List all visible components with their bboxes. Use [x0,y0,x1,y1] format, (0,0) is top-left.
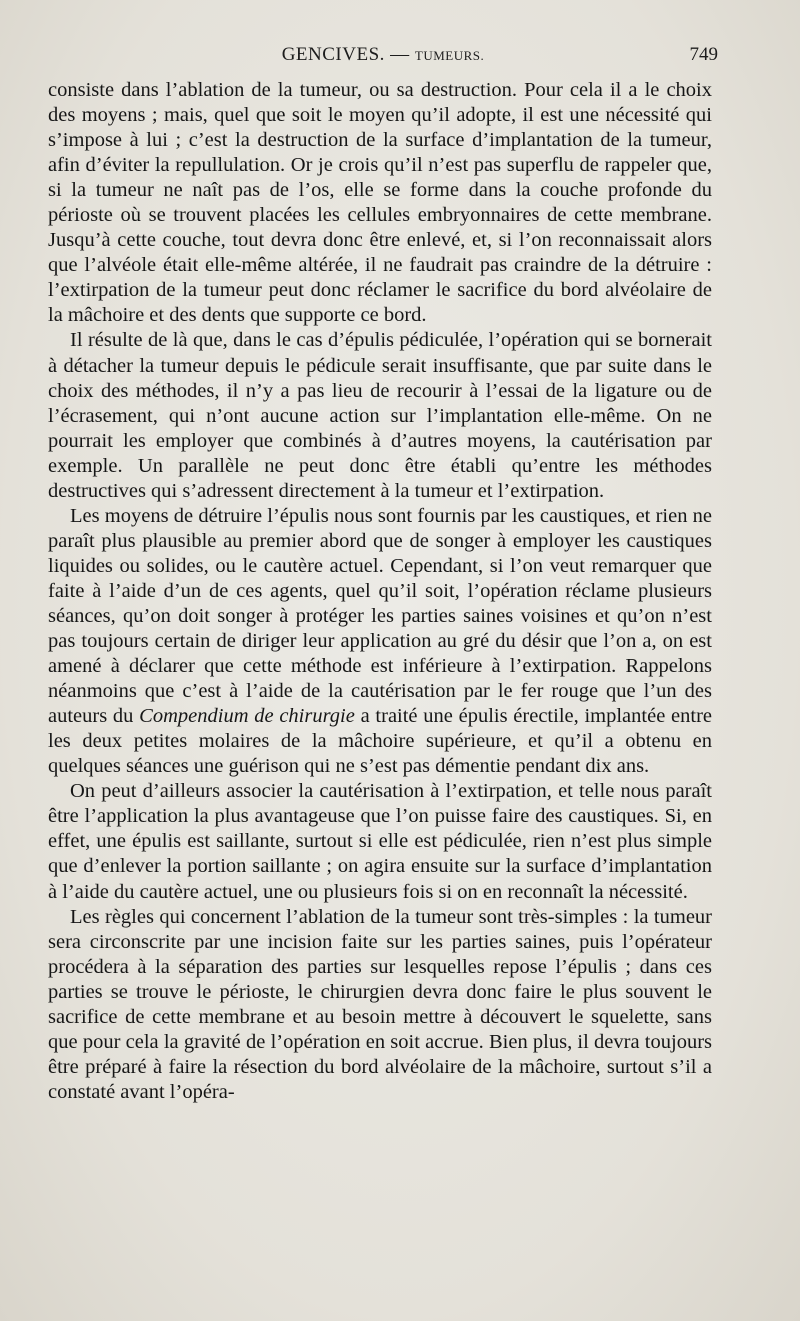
paragraph-3-text-before: Les moyens de détruire l’épulis nous sont fournis par les caustiques, et rien ne paraît plus plausible au premier abord que de songer à employer les caustiques liquides ou solides, ou le cautère actuel. Cependant, si l’on veut remarquer que faite à l’aide d’un de ces agents, quel qu’il soit, l’opération réclame plusieurs séances, qu’on doit songer à protéger les parties saines voisines et qu’on n’est pas toujours certain de diriger leur application au gré du désir que l’on a, on est amené à déclarer que cette méthode est inférieure à l’extirpation. Rappelons néanmoins que c’est à l’aide de la cautérisation par le fer rouge que l’un des auteurs du [48,504,712,728]
page-header [48,44,718,74]
body-text [48,78,712,1105]
running-head [48,44,718,66]
book-title-italic: Compendium de chirurgie [139,705,355,728]
page-number: 749 [689,44,718,65]
paragraph-3 [48,504,712,780]
paragraph-2: Il résulte de là que, dans le cas d’épulis pédiculée, l’opération qui se bornerait à détacher la tumeur depuis le pédicule serait insuffisante, que par suite dans le choix des méthodes, il n’y a pas lieu de recourir à l’essai de la ligature ou de l’écrasement, qui n’ont aucune action sur l’implantation elle-même. On ne pourrait les employer que combinés à d’autres moyens, la cautérisation par exemple. Un parallèle ne peut donc être établi qu’entre les méthodes destructives qui s’adressent directement à la tumeur et l’extirpation. [48,329,712,502]
paragraph-4: On peut d’ailleurs associer la cautérisation à l’extirpation, et telle nous paraît être l’application la plus avantageuse que l’on puisse faire des caustiques. Si, en effet, une épulis est saillante, surtout si elle est pédiculée, rien n’est plus simple que d’enlever la portion saillante ; on agira ensuite sur la surface d’implantation à l’aide du cautère actuel, une ou plusieurs fois si on en reconnaît la nécessité. [48,780,712,903]
paragraph-5: Les règles qui concernent l’ablation de la tumeur sont très-simples : la tumeur sera circonscrite par une incision faite sur les parties saines, puis l’opérateur procédera à la séparation des parties sur lesquelles repose l’épulis ; dans ces parties se trouve le périoste, le chirurgien devra donc faire le plus souvent le sacrifice de cette membrane et au besoin mettre à découvert le squelette, sans que pour cela la gravité de l’opération en soit accrue. Bien plus, il devra toujours être préparé à faire la résection du bord alvéolaire de la mâchoire, surtout s’il a constaté avant l’opéra- [48,905,712,1103]
running-head-subtitle: TUMEURS. [414,48,485,63]
paragraph-1: consiste dans l’ablation de la tumeur, ou sa destruction. Pour cela il a le choix des moyens ; mais, quel que soit le moyen qu’il adopte, il est une nécessité qui s’impose à lui ; c’est la destruction de la surface d’implantation de la tumeur, afin d’éviter la repullulation. Or je crois qu’il n’est pas superflu de rappeler que, si la tumeur ne naît pas de l’os, elle se forme dans la couche profonde du périoste où se trouvent placées les cellules embryonnaires de cette membrane. Jusqu’à cette couche, tout devra donc être enlevé, et, si l’on reconnaissait alors que l’alvéole était elle-même altérée, il ne faudrait pas craindre de la détruire : l’extirpation de la tumeur peut donc réclamer le sacrifice du bord alvéolaire de la mâchoire et des dents que supporte ce bord. [48,79,712,327]
paragraph-3-text-after: a traité une épulis érectile, implantée entre les deux petites molaires de la mâchoire supérieure, et qu’il a obtenu en quelques séances une guérison qui ne s’est pas démentie pendant dix ans. [48,705,712,778]
running-head-title: GENCIVES. [281,44,385,65]
running-head-separator: — [390,44,410,65]
